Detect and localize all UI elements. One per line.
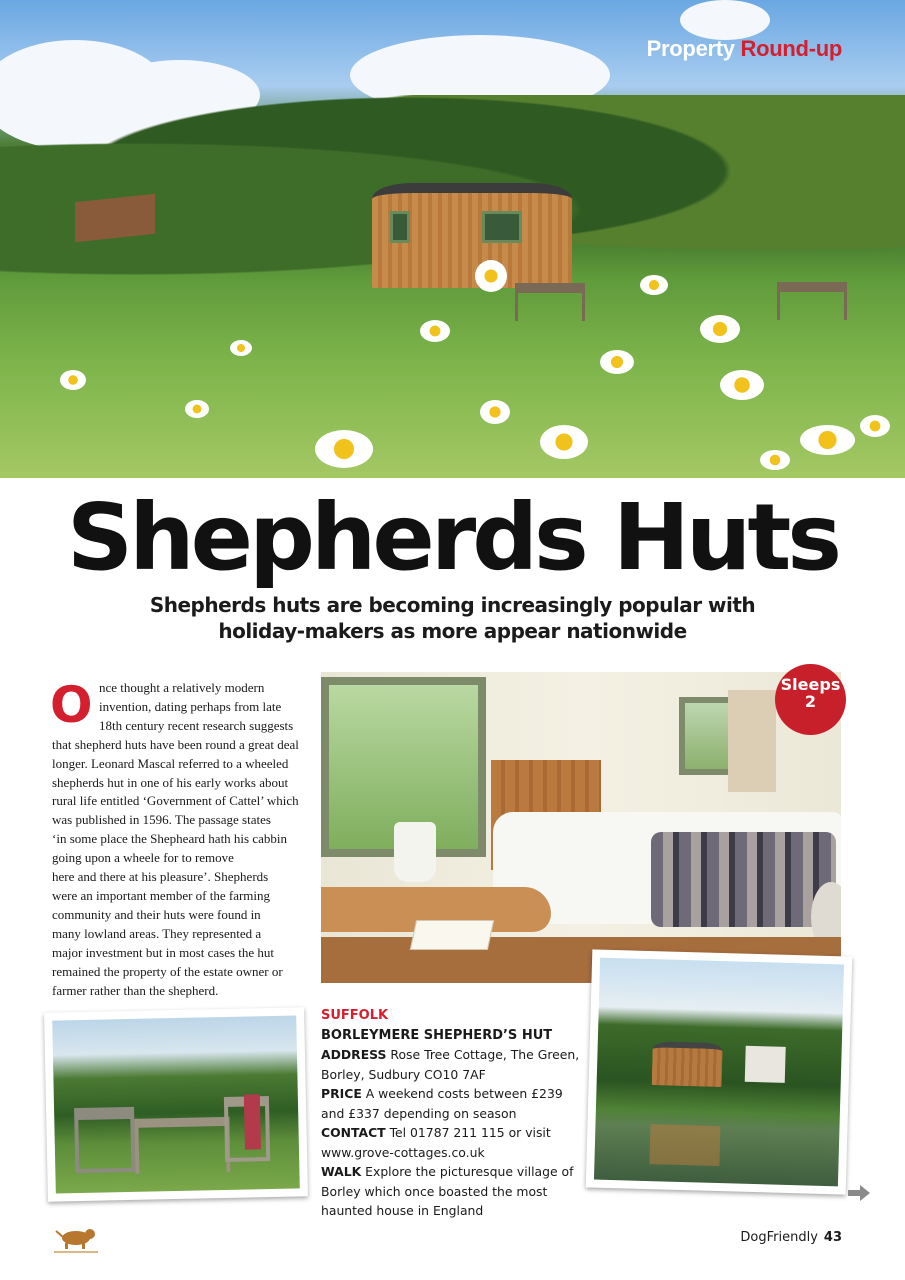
hero-photo — [0, 0, 905, 478]
listing-address — [321, 1045, 581, 1084]
listing-walk — [321, 1162, 581, 1221]
magazine-name: DogFriendly — [740, 1230, 818, 1245]
body-line: going upon a wheele for to remove — [52, 850, 234, 866]
shepherds-hut — [372, 183, 572, 288]
dog-logo-icon — [50, 1225, 102, 1255]
listing-price — [321, 1084, 581, 1123]
intro-paragraph — [50, 676, 304, 1000]
garden-photo — [44, 1007, 308, 1201]
shed-roof — [75, 194, 155, 242]
pond-photo — [586, 949, 853, 1194]
body-line: ‘in some place the Shepheard hath his cabbin — [52, 831, 288, 847]
walk-label: WALK — [321, 1164, 362, 1179]
listing-region: SUFFOLK — [321, 1008, 389, 1023]
open-book — [410, 920, 494, 950]
listing-name: BORLEYMERE SHEPHERD’S HUT — [321, 1027, 553, 1043]
garden-bench — [777, 282, 847, 320]
body-line: community and their huts were found in — [52, 906, 261, 922]
body-line: here and there at his pleasure’. Shepherds — [52, 869, 269, 885]
body-line: invention, dating perhaps from late — [99, 698, 282, 714]
body-line: that shepherd huts have been round a great deal — [52, 736, 299, 752]
article-title: Shepherds Huts — [66, 484, 839, 591]
sleeps-badge-label: Sleeps — [780, 675, 841, 694]
section-label-word1: Property — [646, 36, 735, 61]
contact-label: CONTACT — [321, 1125, 386, 1140]
sleeps-badge — [775, 664, 846, 735]
interior-photo — [321, 672, 841, 983]
sleeps-badge-count: 2 — [804, 692, 817, 711]
body-line: was published in 1596. The passage states — [52, 812, 271, 828]
listing-contact — [321, 1123, 581, 1162]
body-line: were an important member of the farming — [52, 887, 271, 903]
flower-vase — [394, 822, 436, 882]
body-line: major investment but in most cases the hut — [52, 944, 275, 960]
body-line: nce thought a relatively modern — [99, 680, 265, 695]
property-listing — [321, 1006, 581, 1221]
body-line: farmer rather than the shepherd. — [52, 982, 219, 998]
price-value: A weekend costs between £239 and £337 depending on season — [321, 1086, 563, 1121]
article-subtitle: Shepherds huts are becoming increasingly popular with holiday-makers as more appear nationwide — [149, 593, 756, 643]
section-label-word2: Round-up — [740, 36, 842, 61]
walk-value: Explore the picturesque village of Borley which once boasted the most haunted house in England — [321, 1164, 574, 1218]
page-footer — [740, 1230, 842, 1245]
contact-value: Tel 01787 211 115 or visit www.grove-cottages.co.uk — [321, 1125, 551, 1160]
drop-cap: O — [50, 676, 93, 734]
body-line: 18th century recent research suggests — [99, 717, 294, 733]
body-line: shepherds hut in one of his early works about — [52, 774, 289, 790]
arrow-right-icon — [848, 1185, 870, 1201]
garden-bench — [515, 283, 585, 321]
page-number: 43 — [823, 1230, 842, 1245]
body-line: rural life entitled ‘Government of Cattel’ which — [52, 793, 299, 809]
address-value: Rose Tree Cottage, The Green, Borley, Sudbury CO10 7AF — [321, 1047, 580, 1082]
body-line: remained the property of the estate owner or — [52, 963, 283, 979]
body-line: many lowland areas. They represented a — [52, 925, 262, 941]
section-label — [647, 36, 842, 62]
address-label: ADDRESS — [321, 1047, 387, 1062]
price-label: PRICE — [321, 1086, 362, 1101]
body-line: longer. Leonard Mascal referred to a wheeled — [52, 755, 289, 771]
